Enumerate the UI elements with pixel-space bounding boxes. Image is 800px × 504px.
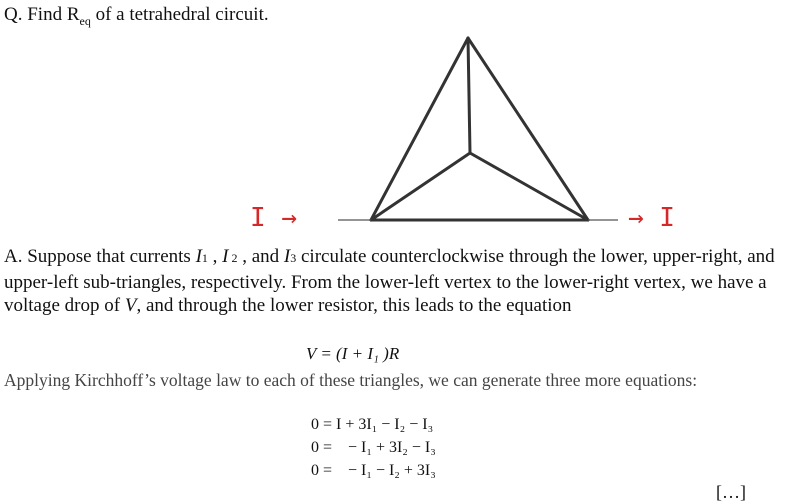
answer-text-5: , and through the lower resistor, this leads to the equation: [136, 295, 572, 316]
edge-center-top: [468, 38, 470, 153]
answer-text-2: ,: [207, 246, 223, 267]
equation-voltage: V = (I + I₁ )R: [306, 344, 400, 363]
question-subscript: eq: [79, 13, 91, 28]
question-text: [4, 4, 269, 29]
edge-center-right: [470, 153, 588, 220]
kvl-equations: [311, 413, 436, 482]
current-i3-subscript: 3: [290, 251, 297, 265]
answer-text-1: A. Suppose that currents: [4, 246, 196, 267]
voltage-symbol: V: [124, 295, 137, 316]
current-i1-subscript: 1: [201, 251, 208, 265]
current-i1-symbol: I: [195, 246, 202, 267]
kirchhoff-paragraph: Applying Kirchhoff’s voltage law to each of these triangles, we can generate three more equations:: [4, 370, 698, 390]
input-current-label: I →: [250, 203, 297, 233]
answer-text-3: , and: [237, 246, 284, 267]
continuation-ellipsis: […]: [716, 482, 746, 502]
edge-right: [468, 38, 588, 220]
current-i3-symbol: I: [283, 246, 291, 267]
output-current-label: → I: [628, 203, 675, 233]
answer-text-4: circulate counterclockwise through the lower, upper-right, and upper-left sub-triangles, respectively. From the lower-left vertex to the lower-right vertex, we have a voltage drop of: [4, 246, 775, 316]
kvl-equation-2: 0 = − I₁ + 3I₂ − I₃: [311, 439, 436, 456]
current-i2-symbol: I: [222, 246, 229, 267]
question-suffix: of a tetrahedral circuit.: [90, 4, 269, 25]
edge-center-left: [371, 153, 470, 220]
edge-left: [371, 38, 468, 220]
current-i2-subscript: 2: [228, 251, 238, 265]
kvl-equation-1: 0 = I + 3I₁ − I₂ − I₃: [311, 416, 434, 433]
tetrahedral-circuit-figure: [330, 28, 770, 228]
kvl-equation-3: 0 = − I₁ − I₂ + 3I₃: [311, 462, 436, 479]
question-prefix: Q. Find R: [4, 4, 80, 25]
answer-paragraph: [4, 245, 799, 318]
